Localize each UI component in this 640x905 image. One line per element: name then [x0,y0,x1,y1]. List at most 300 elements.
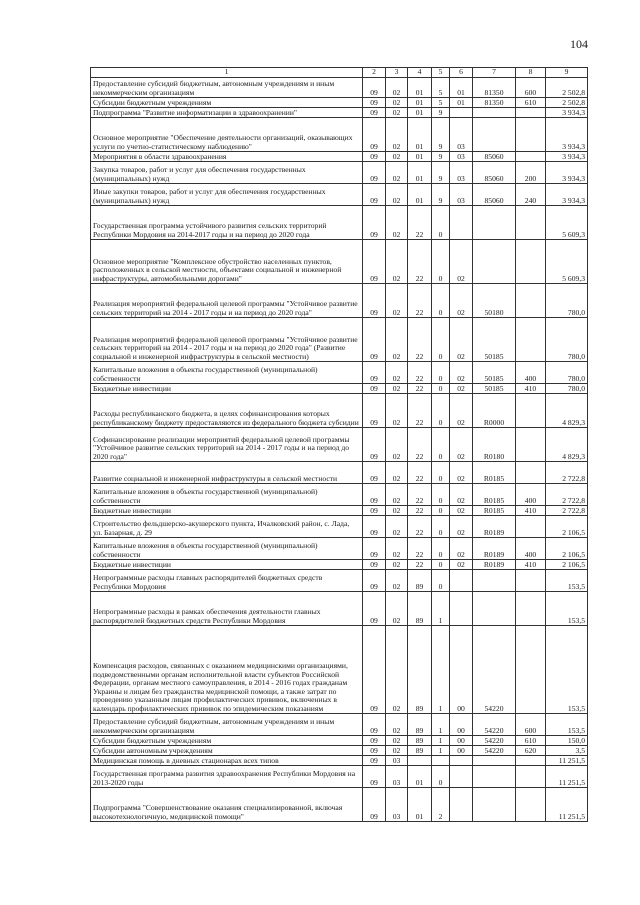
table-cell-code [516,318,546,362]
table-cell-code: 0 [432,766,450,788]
table-cell-code: R0189 [473,560,516,570]
table-cell-name: Реализация мероприятий федеральной целевой программы "Устойчивое развитие сельских территорий на 2014 - 2017 годы и на период до 2020 года" [91,284,363,318]
table-cell-amount: 3,5 [546,746,588,756]
budget-table [90,67,588,822]
table-cell-code: R0189 [473,516,516,538]
table-cell-code: 03 [386,766,408,788]
table-cell-code: 02 [450,362,473,384]
table-cell-code [408,756,432,766]
table-cell-code: 01 [408,152,432,162]
table-cell-code: 610 [516,98,546,108]
table-row [91,206,588,240]
table-cell-code: 09 [363,714,386,736]
table-cell-amount: 153,5 [546,592,588,626]
table-cell-code: 0 [432,318,450,362]
table-row [91,756,588,766]
table-cell-code: 22 [408,206,432,240]
table-cell-code: 22 [408,284,432,318]
table-cell-code: 09 [363,570,386,592]
table-cell-code: 22 [408,428,432,462]
table-cell-code: 02 [386,428,408,462]
table-row [91,766,588,788]
table-cell-code: 0 [432,516,450,538]
table-cell-code: 09 [363,184,386,206]
column-header: 1 [91,68,363,78]
table-cell-code: 600 [516,714,546,736]
table-cell-amount: 153,5 [546,570,588,592]
table-cell-name: Подпрограмма "Совершенствование оказания специализированной, включая высокотехнологичную, медицинской помощи" [91,788,363,822]
table-cell-code: 02 [386,162,408,184]
table-cell-code: 09 [363,318,386,362]
table-cell-name: Компенсация расходов, связанных с оказанием медицинскими организациями, подведомственными органам исполнительной власти субъектов Российской Федерации, органам местного самоуправления, в 2014 - 2016 годах гражданам Украины и лицам без гражданства медицинской помощи, а также затрат по проведению указанным лицам профилактических прививок, включенных в календарь профилактических прививок по эпидемическим показаниям [91,626,363,714]
table-row [91,746,588,756]
table-cell-code: 85060 [473,152,516,162]
table-cell-code: 09 [363,516,386,538]
table-cell-code: 02 [386,560,408,570]
table-cell-name: Государственная программа развития здравоохранения Республики Мордовия на 2013-2020 годы [91,766,363,788]
table-cell-name: Строительство фельдшерско-акушерского пункта, Ичалковский район, с. Лада, ул. Базарная, д. 29 [91,516,363,538]
table-cell-amount: 2 722,8 [546,506,588,516]
table-cell-code: 0 [432,362,450,384]
table-row [91,714,588,736]
table-cell-amount: 780,0 [546,384,588,394]
table-cell-code: 00 [450,736,473,746]
table-row [91,516,588,538]
table-cell-code: 410 [516,384,546,394]
table-cell-code: 5 [432,98,450,108]
table-cell-code [516,626,546,714]
table-row [91,152,588,162]
table-cell-code: 01 [450,78,473,98]
table-cell-code [516,592,546,626]
table-body [91,78,588,822]
table-cell-code: 09 [363,506,386,516]
table-row [91,788,588,822]
table-cell-code: 02 [386,118,408,152]
table-cell-name: Реализация мероприятий федеральной целевой программы "Устойчивое развитие сельских территорий на 2014 - 2017 годы и на период до 2020 года" (Развитие социальной и инженерной инфраструктуры в сельской местности) [91,318,363,362]
table-cell-code: 89 [408,626,432,714]
table-cell-code: 1 [432,626,450,714]
table-cell-code: 89 [408,746,432,756]
table-cell-code: R0189 [473,538,516,560]
table-cell-code: 0 [432,538,450,560]
table-cell-code [516,118,546,152]
table-row [91,284,588,318]
table-cell-code: 01 [408,162,432,184]
table-cell-name: Капитальные вложения в объекты государственной (муниципальной) собственности [91,362,363,384]
table-cell-code: 02 [386,592,408,626]
table-cell-name: Капитальные вложения в объекты государственной (муниципальной) собственности [91,538,363,560]
table-cell-code: 9 [432,162,450,184]
table-cell-amount: 3 934,3 [546,118,588,152]
table-cell-code: 01 [408,78,432,98]
table-cell-code: 02 [386,484,408,506]
table-cell-name: Развитие социальной и инженерной инфраструктуры в сельской местности [91,462,363,484]
table-cell-code: 02 [386,626,408,714]
table-cell-amount: 5 609,3 [546,240,588,284]
table-cell-code: 09 [363,592,386,626]
table-cell-code: 0 [432,284,450,318]
column-header: 5 [432,68,450,78]
table-cell-code [450,592,473,626]
table-cell-code: 09 [363,626,386,714]
table-row [91,240,588,284]
table-cell-name: Непрограммные расходы в рамках обеспечения деятельности главных распорядителей бюджетных средств Республики Мордовия [91,592,363,626]
table-cell-amount: 4 829,3 [546,394,588,428]
table-cell-code: 0 [432,394,450,428]
table-cell-name: Бюджетные инвестиции [91,384,363,394]
table-cell-code: 09 [363,484,386,506]
table-cell-amount: 150,0 [546,736,588,746]
table-cell-code: 89 [408,592,432,626]
table-cell-name: Капитальные вложения в объекты государственной (муниципальной) собственности [91,484,363,506]
table-cell-code: 1 [432,592,450,626]
table-cell-code: 54220 [473,626,516,714]
table-cell-code: 09 [363,284,386,318]
table-cell-code [473,788,516,822]
table-cell-code: 03 [450,162,473,184]
table-cell-code [473,756,516,766]
table-cell-code: R0180 [473,428,516,462]
table-cell-code: 09 [363,428,386,462]
table-cell-code [473,766,516,788]
table-cell-code: 0 [432,206,450,240]
table-cell-name: Расходы республиканского бюджета, в целях софинансирования которых республиканскому бюджету предоставляются из федерального бюджета субсидии [91,394,363,428]
table-cell-code: 22 [408,484,432,506]
table-cell-code [473,108,516,118]
table-cell-code: 620 [516,746,546,756]
table-cell-code: 09 [363,394,386,428]
table-cell-code [516,756,546,766]
table-cell-code: 03 [386,788,408,822]
table-cell-code: 03 [386,756,408,766]
table-cell-code: 03 [450,118,473,152]
table-row [91,318,588,362]
table-cell-code: 22 [408,516,432,538]
table-cell-amount: 2 722,8 [546,484,588,506]
column-header: 6 [450,68,473,78]
table-cell-code: 09 [363,538,386,560]
table-cell-amount: 2 502,8 [546,78,588,98]
table-cell-name: Субсидии бюджетным учреждениям [91,736,363,746]
table-cell-code [516,108,546,118]
table-cell-code: 9 [432,152,450,162]
table-cell-code: 89 [408,570,432,592]
table-cell-code: 02 [386,98,408,108]
table-cell-code: 03 [450,184,473,206]
table-cell-code: 09 [363,788,386,822]
table-cell-code: 22 [408,362,432,384]
table-cell-code [516,240,546,284]
table-row [91,506,588,516]
table-cell-code [473,592,516,626]
table-cell-code: 9 [432,118,450,152]
table-row [91,184,588,206]
table-cell-code: 02 [386,152,408,162]
table-cell-code: 9 [432,108,450,118]
table-cell-amount: 153,5 [546,626,588,714]
table-row [91,626,588,714]
table-cell-code: 400 [516,538,546,560]
table-cell-code: 54220 [473,746,516,756]
table-cell-code: 54220 [473,714,516,736]
table-cell-code: 02 [386,240,408,284]
table-cell-code: 02 [450,538,473,560]
table-cell-code [473,570,516,592]
table-cell-code: 02 [450,516,473,538]
table-cell-code: 09 [363,560,386,570]
table-cell-code: 02 [386,714,408,736]
table-cell-code: 09 [363,78,386,98]
table-cell-code: 09 [363,206,386,240]
table-cell-code: 02 [386,746,408,756]
table-cell-code: 02 [386,516,408,538]
column-header: 4 [408,68,432,78]
table-cell-code: 02 [450,428,473,462]
table-cell-code: 02 [450,506,473,516]
table-row [91,538,588,560]
table-cell-code [473,240,516,284]
table-cell-code: 22 [408,240,432,284]
table-cell-code: R0185 [473,484,516,506]
table-cell-code: R0185 [473,506,516,516]
table-cell-amount: 2 722,8 [546,462,588,484]
table-cell-code: 89 [408,736,432,746]
table-row [91,570,588,592]
table-row [91,118,588,152]
table-cell-code: 09 [363,766,386,788]
table-cell-code: 09 [363,118,386,152]
table-row [91,736,588,746]
table-cell-name: Непрограммные расходы главных распорядителей бюджетных средств Республики Мордовия [91,570,363,592]
table-cell-code: 81350 [473,78,516,98]
table-cell-amount: 780,0 [546,284,588,318]
table-cell-code: 50185 [473,362,516,384]
table-row [91,108,588,118]
table-cell-code: 0 [432,560,450,570]
table-cell-code: 54220 [473,736,516,746]
table-cell-amount: 3 934,3 [546,108,588,118]
table-cell-amount: 3 934,3 [546,162,588,184]
table-cell-code [450,766,473,788]
table-cell-code: 02 [386,78,408,98]
table-cell-code [450,206,473,240]
table-cell-code: 09 [363,384,386,394]
table-cell-code: 22 [408,384,432,394]
table-cell-code: 02 [450,384,473,394]
table-row [91,162,588,184]
table-row [91,98,588,108]
table-cell-code [516,788,546,822]
table-row [91,484,588,506]
table-cell-name: Бюджетные инвестиции [91,560,363,570]
table-cell-code: 01 [408,118,432,152]
table-cell-name: Бюджетные инвестиции [91,506,363,516]
table-cell-code: 400 [516,362,546,384]
table-cell-code: 89 [408,714,432,736]
table-cell-name: Государственная программа устойчивого развития сельских территорий Республики Мордовия на 2014-2017 годы и на период до 2020 года [91,206,363,240]
table-cell-code: 01 [408,766,432,788]
header-row [91,68,588,78]
table-cell-code: 02 [450,394,473,428]
table-cell-code [473,206,516,240]
table-cell-name: Основное мероприятие "Комплексное обустройство населенных пунктов, расположенных в сельской местности, объектами социальной и инженерной инфраструктуры, автомобильными дорогами" [91,240,363,284]
table-cell-amount: 2 106,5 [546,560,588,570]
table-cell-code [516,394,546,428]
table-row [91,462,588,484]
table-cell-code [450,788,473,822]
table-cell-code: 01 [408,98,432,108]
table-cell-code: 02 [386,570,408,592]
table-cell-code: 01 [408,184,432,206]
table-cell-code [450,756,473,766]
table-cell-code: 09 [363,362,386,384]
column-header: 3 [386,68,408,78]
table-cell-code: 00 [450,746,473,756]
table-cell-amount: 11 251,5 [546,788,588,822]
table-cell-code: 610 [516,736,546,746]
table-cell-code: 00 [450,714,473,736]
table-cell-code: 02 [450,240,473,284]
table-cell-code: 09 [363,98,386,108]
table-cell-code: 01 [408,108,432,118]
table-cell-name: Подпрограмма "Развитие информатизации в здравоохранении" [91,108,363,118]
table-cell-code [516,516,546,538]
table-cell-code: 02 [386,206,408,240]
table-cell-code: 600 [516,78,546,98]
table-cell-name: Закупка товаров, работ и услуг для обеспечения государственных (муниципальных) нужд [91,162,363,184]
table-cell-code [432,756,450,766]
table-cell-code: 09 [363,152,386,162]
table-cell-code: 03 [450,152,473,162]
table-cell-code: 02 [386,184,408,206]
table-cell-code: R0185 [473,462,516,484]
table-row [91,78,588,98]
table-cell-code: 400 [516,484,546,506]
table-cell-code: 09 [363,736,386,746]
table-cell-code: 0 [432,484,450,506]
table-cell-code: R0000 [473,394,516,428]
table-cell-code: 22 [408,318,432,362]
table-cell-code: 01 [408,788,432,822]
table-cell-code: 02 [386,538,408,560]
table-cell-code: 50185 [473,384,516,394]
table-cell-code: 410 [516,506,546,516]
table-row [91,394,588,428]
table-cell-name: Мероприятия в области здравоохранения [91,152,363,162]
table-cell-code [516,152,546,162]
column-header: 7 [473,68,516,78]
table-row [91,592,588,626]
table-cell-code: 1 [432,714,450,736]
table-cell-code: 22 [408,506,432,516]
table-cell-code: 85060 [473,184,516,206]
table-cell-code: 0 [432,570,450,592]
table-cell-amount: 3 934,3 [546,152,588,162]
table-cell-code: 5 [432,78,450,98]
table-cell-code [473,118,516,152]
table-cell-code: 9 [432,184,450,206]
table-cell-code: 1 [432,736,450,746]
column-header: 8 [516,68,546,78]
table-cell-name: Предоставление субсидий бюджетным, автономным учреждениям и иным некоммерческим организациям [91,78,363,98]
table-cell-name: Иные закупки товаров, работ и услуг для обеспечения государственных (муниципальных) нужд [91,184,363,206]
table-cell-code: 02 [450,462,473,484]
table-cell-code: 22 [408,462,432,484]
table-cell-amount: 11 251,5 [546,766,588,788]
table-cell-code: 02 [386,108,408,118]
table-cell-name: Субсидии бюджетным учреждениям [91,98,363,108]
table-row [91,384,588,394]
table-cell-code [516,766,546,788]
page-number: 104 [570,37,588,51]
table-cell-code: 02 [386,284,408,318]
column-header: 2 [363,68,386,78]
table-row [91,560,588,570]
table-cell-amount: 5 609,3 [546,206,588,240]
table-cell-amount: 2 106,5 [546,538,588,560]
table-cell-code: 01 [450,98,473,108]
table-cell-code [450,108,473,118]
table-cell-code [516,462,546,484]
table-cell-code: 09 [363,108,386,118]
table-cell-code: 50180 [473,284,516,318]
table-cell-code: 02 [450,284,473,318]
table-cell-code [516,206,546,240]
table-cell-code: 02 [386,506,408,516]
table-cell-code [450,570,473,592]
table-cell-code: 00 [450,626,473,714]
table-cell-name: Медицинская помощь в дневных стационарах всех типов [91,756,363,766]
table-cell-amount: 780,0 [546,318,588,362]
table-cell-code: 22 [408,560,432,570]
table-cell-amount: 3 934,3 [546,184,588,206]
table-cell-amount: 4 829,3 [546,428,588,462]
table-cell-code: 0 [432,506,450,516]
table-cell-code: 09 [363,162,386,184]
table-cell-code: 85060 [473,162,516,184]
table-cell-amount: 153,5 [546,714,588,736]
table-cell-code: 0 [432,462,450,484]
table-cell-code [516,570,546,592]
table-cell-code: 02 [450,318,473,362]
table-cell-name: Предоставление субсидий бюджетным, автономным учреждениям и иным некоммерческим организациям [91,714,363,736]
table-cell-name: Основное мероприятие "Обеспечение деятельности организаций, оказывающих услуги по учетно-статистическому наблюдению" [91,118,363,152]
table-cell-name: Субсидии автономным учреждениям [91,746,363,756]
table-cell-code: 0 [432,428,450,462]
table-cell-code: 09 [363,462,386,484]
column-header: 9 [546,68,588,78]
table-cell-code: 0 [432,384,450,394]
table-cell-code: 81350 [473,98,516,108]
table-cell-code [516,428,546,462]
table-cell-amount: 11 251,5 [546,756,588,766]
table-cell-code: 09 [363,240,386,284]
table-cell-code: 50185 [473,318,516,362]
table-cell-amount: 2 106,5 [546,516,588,538]
table-cell-code: 02 [386,736,408,746]
table-cell-amount: 780,0 [546,362,588,384]
table-row [91,428,588,462]
table-cell-code: 200 [516,162,546,184]
table-cell-code: 09 [363,756,386,766]
table-row [91,362,588,384]
table-cell-code: 02 [386,384,408,394]
table-cell-code: 02 [386,318,408,362]
table-cell-code: 22 [408,394,432,428]
table-cell-code: 02 [450,560,473,570]
table-cell-code: 02 [386,394,408,428]
